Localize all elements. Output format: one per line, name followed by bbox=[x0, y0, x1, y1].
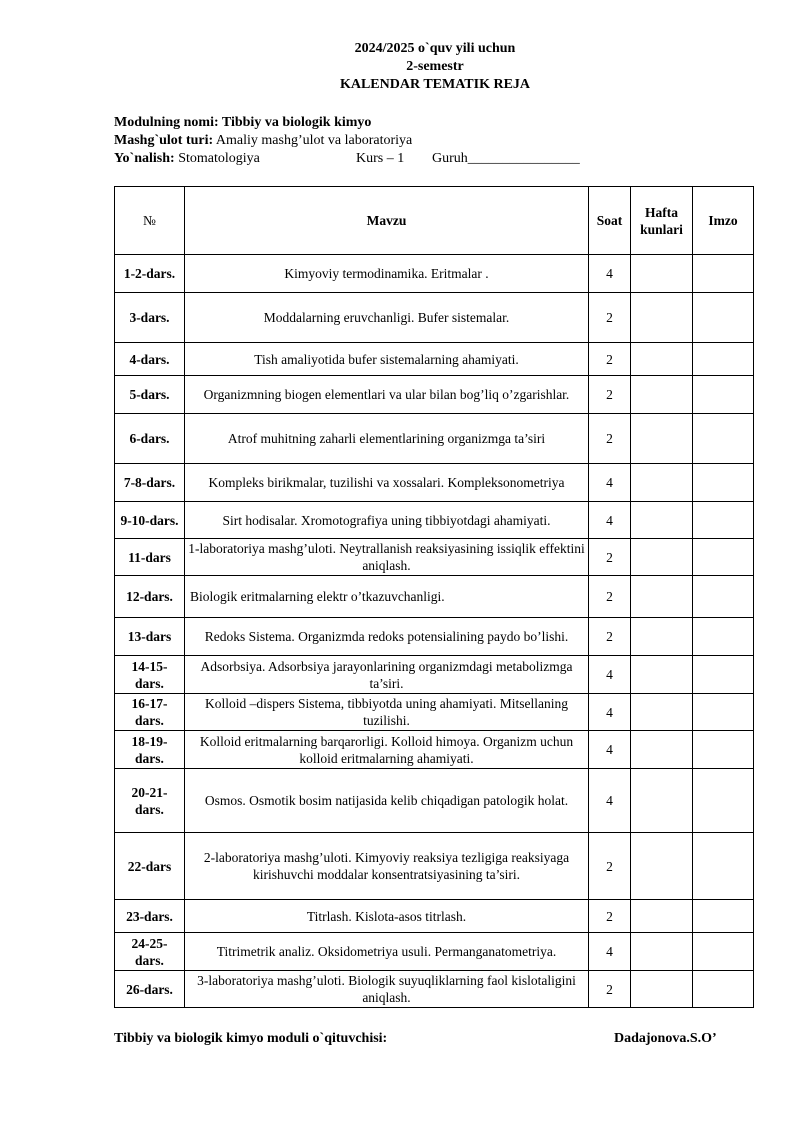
teacher-name: Dadajonova.S.O’ bbox=[614, 1031, 717, 1046]
row-topic: Kolloid eritmalarning barqarorligi. Kolloid himoya. Organizm uchun kolloid eritmalarning ahamiyati. bbox=[185, 731, 589, 769]
row-topic: Atrof muhitning zaharli elementlarining organizmga ta’siri bbox=[185, 414, 589, 464]
header-hours: Soat bbox=[589, 187, 631, 255]
row-num: 14-15-dars. bbox=[115, 656, 185, 694]
row-hours: 4 bbox=[589, 694, 631, 731]
row-sign bbox=[693, 576, 754, 618]
row-sign bbox=[693, 464, 754, 502]
row-days bbox=[631, 502, 693, 539]
row-sign bbox=[693, 694, 754, 731]
row-sign bbox=[693, 971, 754, 1008]
row-hours: 4 bbox=[589, 502, 631, 539]
row-num: 7-8-dars. bbox=[115, 464, 185, 502]
row-topic: Redoks Sistema. Organizmda redoks potensialining paydo bo’lishi. bbox=[185, 618, 589, 656]
row-hours: 4 bbox=[589, 255, 631, 293]
row-hours: 4 bbox=[589, 933, 631, 971]
row-topic: Moddalarning eruvchanligi. Bufer sistemalar. bbox=[185, 293, 589, 343]
row-topic: 1-laboratoriya mashg’uloti. Neytrallanish reaksiyasining issiqlik effektini aniqlash. bbox=[185, 539, 589, 576]
row-sign bbox=[693, 502, 754, 539]
table-row bbox=[115, 502, 754, 539]
table-row bbox=[115, 731, 754, 769]
row-topic: Kimyoviy termodinamika. Eritmalar . bbox=[185, 255, 589, 293]
table-row bbox=[115, 900, 754, 933]
header-num: № bbox=[115, 187, 185, 255]
row-num: 18-19-dars. bbox=[115, 731, 185, 769]
row-topic: Adsorbsiya. Adsorbsiya jarayonlarining organizmdagi metabolizmga ta’siri. bbox=[185, 656, 589, 694]
row-topic: 2-laboratoriya mashg’uloti. Kimyoviy reaksiya tezligiga reaksiyaga kirishuvchi moddalar konsentratsiyasining ta’siri. bbox=[185, 833, 589, 900]
row-num: 3-dars. bbox=[115, 293, 185, 343]
row-num: 5-dars. bbox=[115, 376, 185, 414]
row-days bbox=[631, 731, 693, 769]
row-num: 16-17-dars. bbox=[115, 694, 185, 731]
table-row bbox=[115, 576, 754, 618]
row-hours: 4 bbox=[589, 769, 631, 833]
row-sign bbox=[693, 539, 754, 576]
table-row bbox=[115, 656, 754, 694]
schedule-table bbox=[114, 186, 754, 1008]
row-hours: 2 bbox=[589, 618, 631, 656]
row-days bbox=[631, 769, 693, 833]
row-hours: 4 bbox=[589, 731, 631, 769]
row-hours: 2 bbox=[589, 576, 631, 618]
row-hours: 2 bbox=[589, 539, 631, 576]
row-sign bbox=[693, 900, 754, 933]
header-sign: Imzo bbox=[693, 187, 754, 255]
table-row bbox=[115, 255, 754, 293]
row-topic: Titrimetrik analiz. Oksidometriya usuli. Permanganatometriya. bbox=[185, 933, 589, 971]
table-row bbox=[115, 539, 754, 576]
row-sign bbox=[693, 414, 754, 464]
group: Guruh________________ bbox=[432, 151, 580, 166]
course: Kurs – 1 bbox=[356, 151, 405, 166]
row-days bbox=[631, 464, 693, 502]
row-num: 13-dars bbox=[115, 618, 185, 656]
row-days bbox=[631, 293, 693, 343]
row-sign bbox=[693, 656, 754, 694]
row-days bbox=[631, 933, 693, 971]
row-days bbox=[631, 255, 693, 293]
row-num: 11-dars bbox=[115, 539, 185, 576]
row-topic: Kompleks birikmalar, tuzilishi va xossalari. Kompleksonometriya bbox=[185, 464, 589, 502]
row-days bbox=[631, 576, 693, 618]
row-days bbox=[631, 539, 693, 576]
row-sign bbox=[693, 376, 754, 414]
header-year: 2024/2025 o`quv yili uchun bbox=[354, 41, 516, 56]
header-topic: Mavzu bbox=[185, 187, 589, 255]
row-num: 12-dars. bbox=[115, 576, 185, 618]
table-row bbox=[115, 769, 754, 833]
table-row bbox=[115, 833, 754, 900]
row-sign bbox=[693, 933, 754, 971]
row-days bbox=[631, 900, 693, 933]
row-hours: 2 bbox=[589, 900, 631, 933]
row-num: 9-10-dars. bbox=[115, 502, 185, 539]
header-days: Hafta kunlari bbox=[631, 187, 693, 255]
table-row bbox=[115, 971, 754, 1008]
row-days bbox=[631, 694, 693, 731]
row-topic: Kolloid –dispers Sistema, tibbiyotda uning ahamiyati. Mitsellaning tuzilishi. bbox=[185, 694, 589, 731]
row-hours: 4 bbox=[589, 464, 631, 502]
row-num: 20-21-dars. bbox=[115, 769, 185, 833]
row-topic: Tish amaliyotida bufer sistemalarning ahamiyati. bbox=[185, 343, 589, 376]
row-topic: Biologik eritmalarning elektr o’tkazuvchanligi. bbox=[185, 576, 589, 618]
row-hours: 2 bbox=[589, 376, 631, 414]
row-days bbox=[631, 414, 693, 464]
row-hours: 2 bbox=[589, 971, 631, 1008]
row-days bbox=[631, 618, 693, 656]
row-hours: 2 bbox=[589, 343, 631, 376]
row-num: 4-dars. bbox=[115, 343, 185, 376]
table-row bbox=[115, 694, 754, 731]
table-row bbox=[115, 414, 754, 464]
table-row bbox=[115, 293, 754, 343]
row-days bbox=[631, 376, 693, 414]
row-hours: 4 bbox=[589, 656, 631, 694]
module-name: Modulning nomi: Tibbiy va biologik kimyo bbox=[114, 115, 372, 130]
row-days bbox=[631, 343, 693, 376]
row-num: 1-2-dars. bbox=[115, 255, 185, 293]
teacher-label: Tibbiy va biologik kimyo moduli o`qituvchisi: bbox=[114, 1031, 388, 1046]
row-topic: Titrlash. Kislota-asos titrlash. bbox=[185, 900, 589, 933]
table-row bbox=[115, 376, 754, 414]
row-num: 6-dars. bbox=[115, 414, 185, 464]
row-sign bbox=[693, 731, 754, 769]
table-row bbox=[115, 933, 754, 971]
row-topic: 3-laboratoriya mashg’uloti. Biologik suyuqliklarning faol kislotaligini aniqlash. bbox=[185, 971, 589, 1008]
row-days bbox=[631, 833, 693, 900]
row-hours: 2 bbox=[589, 414, 631, 464]
table-row bbox=[115, 618, 754, 656]
row-days bbox=[631, 656, 693, 694]
row-num: 24-25-dars. bbox=[115, 933, 185, 971]
row-sign bbox=[693, 343, 754, 376]
row-num: 22-dars bbox=[115, 833, 185, 900]
row-topic: Organizmning biogen elementlari va ular bilan bog’liq o’zgarishlar. bbox=[185, 376, 589, 414]
header-semester: 2-semestr bbox=[406, 59, 464, 74]
direction: Yo`nalish: Stomatologiya bbox=[114, 151, 260, 166]
row-topic: Osmos. Osmotik bosim natijasida kelib chiqadigan patologik holat. bbox=[185, 769, 589, 833]
row-sign bbox=[693, 769, 754, 833]
row-num: 26-dars. bbox=[115, 971, 185, 1008]
row-hours: 2 bbox=[589, 833, 631, 900]
table-row bbox=[115, 343, 754, 376]
row-sign bbox=[693, 293, 754, 343]
row-sign bbox=[693, 618, 754, 656]
lesson-type: Mashg`ulot turi: Amaliy mashg’ulot va laboratoriya bbox=[114, 133, 413, 148]
row-sign bbox=[693, 255, 754, 293]
table-row bbox=[115, 464, 754, 502]
row-days bbox=[631, 971, 693, 1008]
row-num: 23-dars. bbox=[115, 900, 185, 933]
row-topic: Sirt hodisalar. Xromotografiya uning tibbiyotdagi ahamiyati. bbox=[185, 502, 589, 539]
page-title: KALENDAR TEMATIK REJA bbox=[339, 77, 531, 92]
row-hours: 2 bbox=[589, 293, 631, 343]
row-sign bbox=[693, 833, 754, 900]
